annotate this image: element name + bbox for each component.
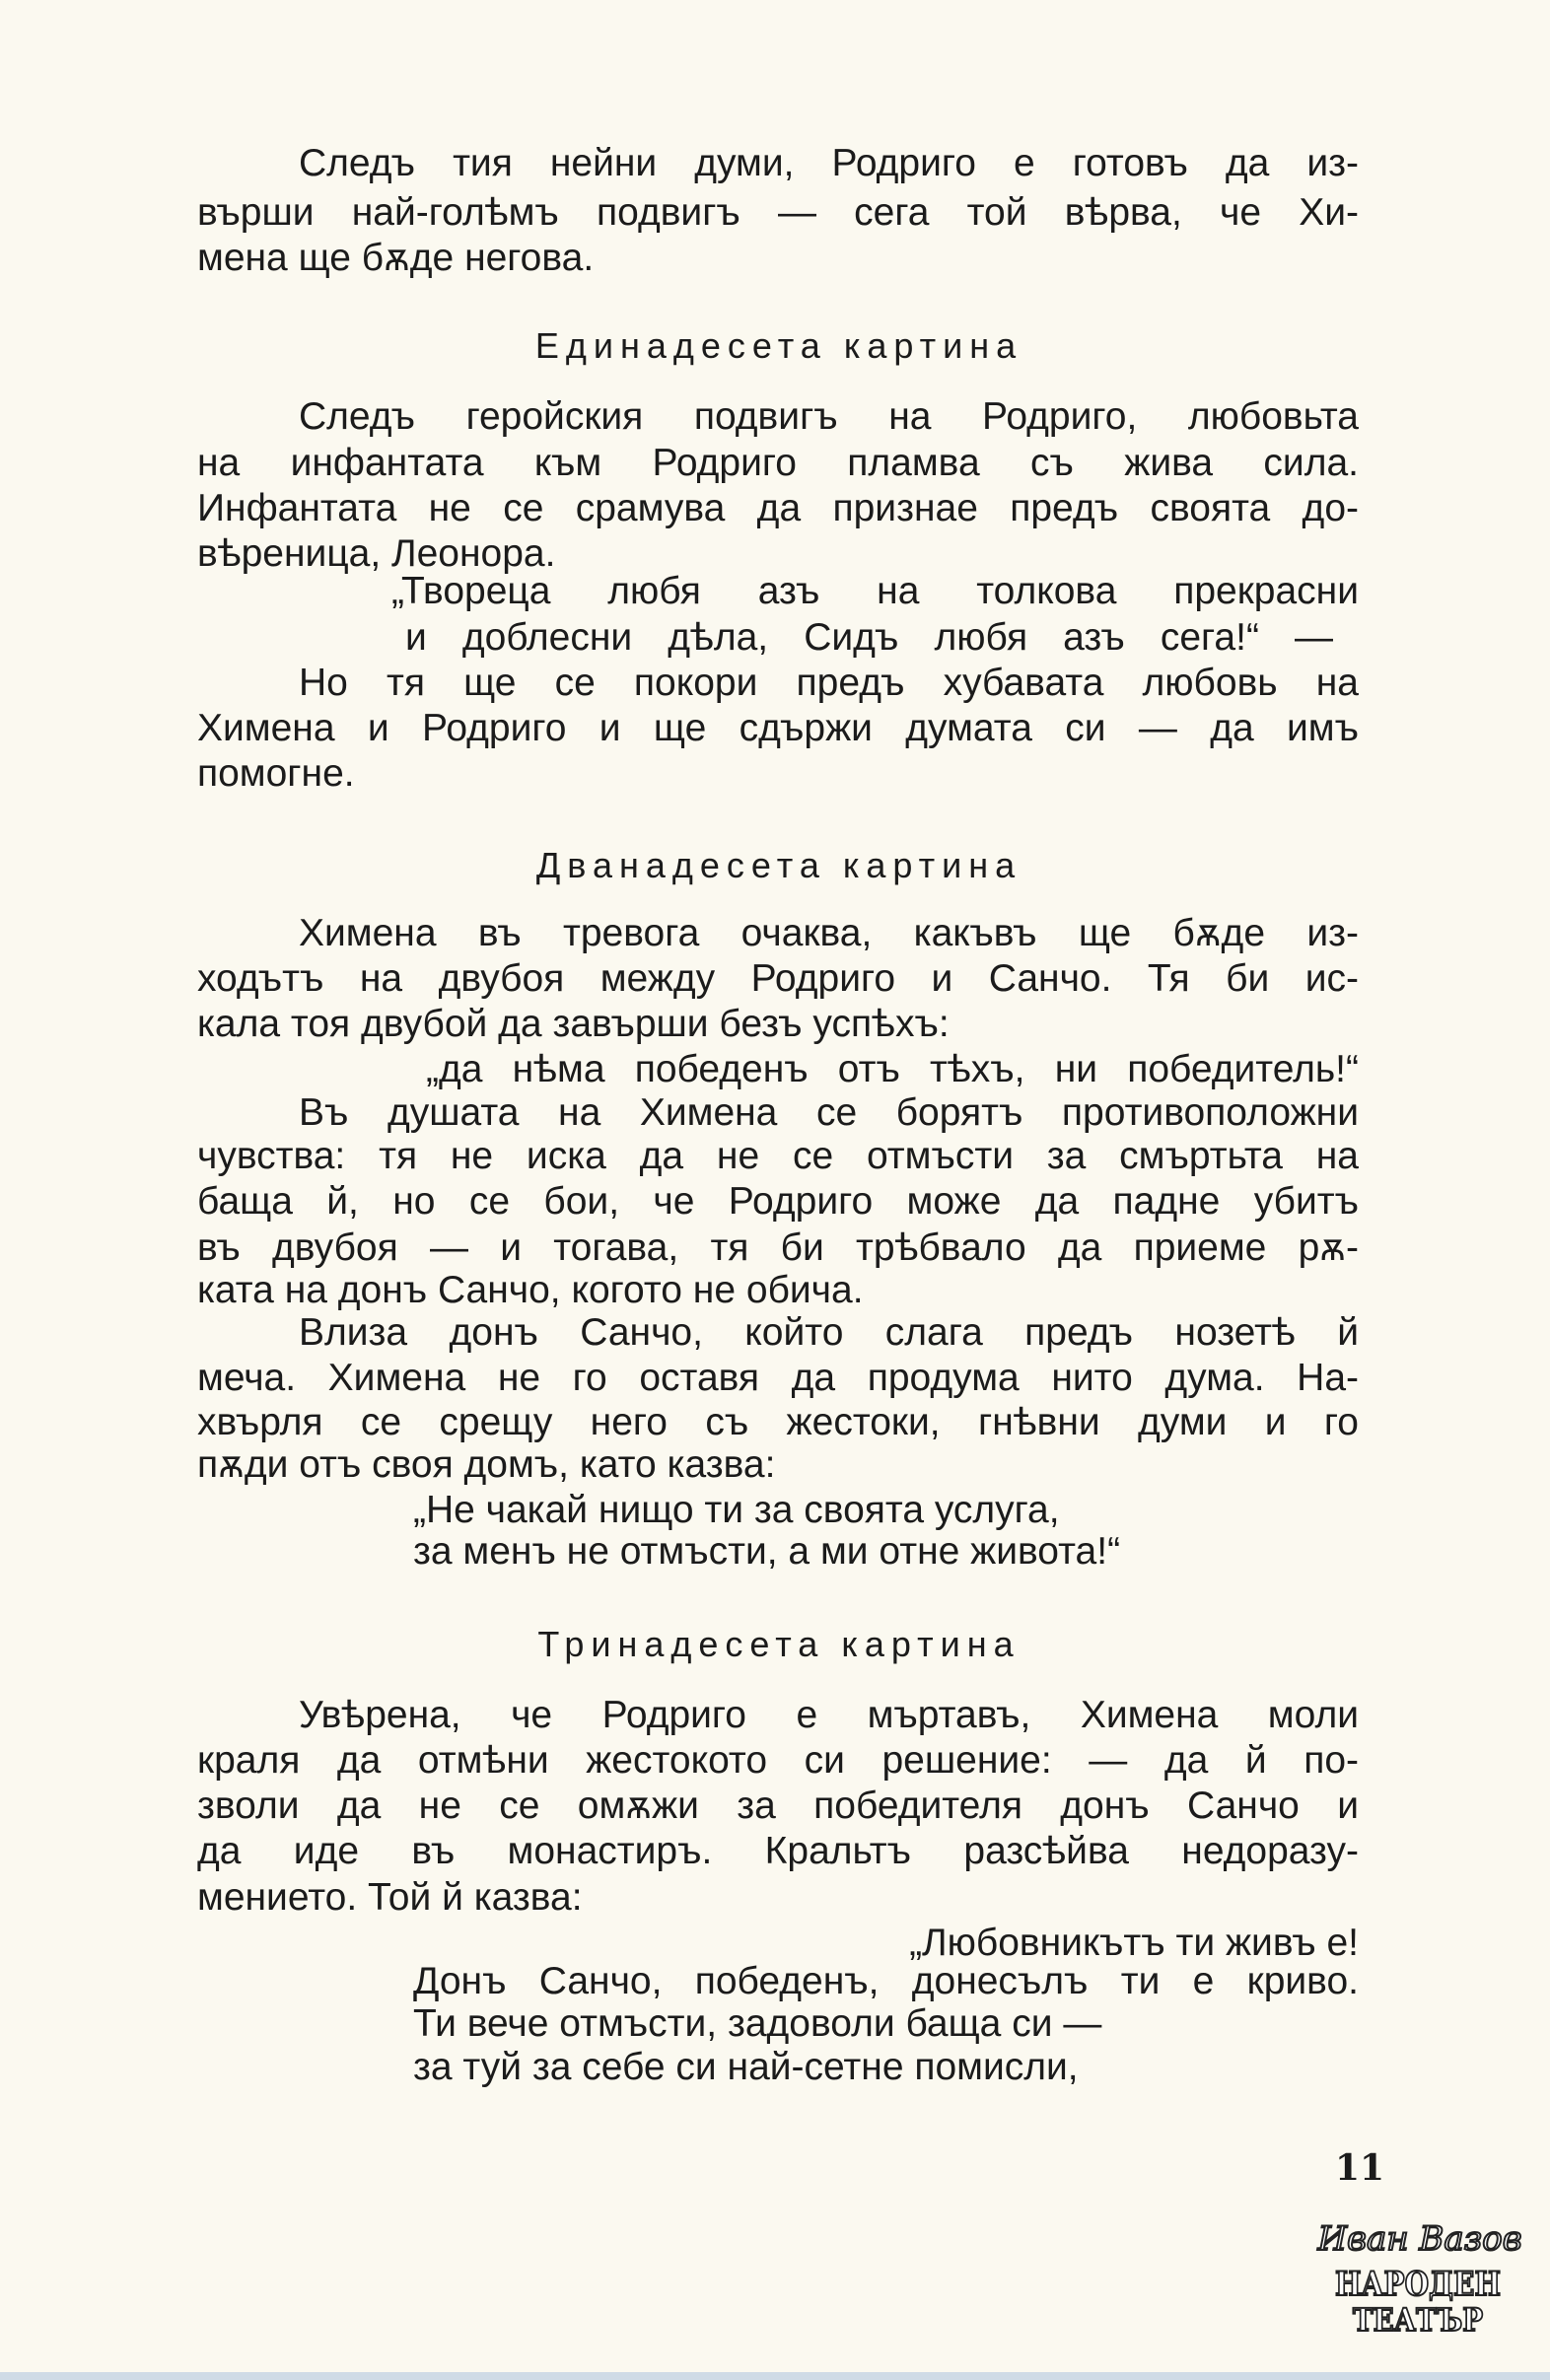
quote-line: „Не чакай нищо ти за своята услуга,: [413, 1489, 1060, 1531]
quote-line: „Твореца любя азъ на толкова прекрасни: [391, 570, 1359, 612]
text-line: чувства: тя не иска да не се отмъсти за смъртьта на: [197, 1135, 1359, 1177]
quote-line: Донъ Санчо, победенъ, донесълъ ти е криво.: [413, 1960, 1359, 2002]
quote-line: „Любовникътъ ти живъ е!: [909, 1922, 1359, 1964]
text-line: мението. Той й казва:: [197, 1876, 583, 1919]
quote-line: „да нѣма победенъ отъ тѣхъ, ни победитель!“: [426, 1048, 1359, 1090]
logo-line2: ТЕАТЪР: [1353, 2301, 1483, 2339]
text-line: на инфантата към Родриго пламва съ жива сила.: [197, 442, 1359, 484]
section-heading-13: Тринадесета картина: [537, 1624, 1021, 1664]
text-line: Следъ тия нейни думи, Родриго е готовъ да из-: [299, 142, 1359, 184]
text-line: Инфантата не се срамува да признае предъ своята до-: [197, 487, 1359, 529]
text-line: мена ще бѫде негова.: [197, 237, 595, 279]
text-line: кала тоя двубой да завърши безъ успѣхъ:: [197, 1003, 950, 1045]
quote-line: за туй за себе си най-сетне помисли,: [413, 2046, 1079, 2088]
section-heading-12: Дванадесета картина: [535, 845, 1022, 885]
text-line: върши най-голѣмъ подвигъ — сега той вѣрва, че Хи-: [197, 191, 1359, 234]
text-line: ката на донъ Санчо, когото не обича.: [197, 1269, 864, 1311]
text-line: Увѣрена, че Родриго е мъртавъ, Химена моли: [299, 1694, 1359, 1736]
text-line: зволи да не се омѫжи за победителя донъ Санчо и: [197, 1785, 1359, 1827]
text-line: помогне.: [197, 752, 355, 795]
logo-line1: НАРОДЕН: [1335, 2265, 1501, 2304]
national-theatre-logo: [1317, 2208, 1522, 2346]
text-line: меча. Химена не го оставя да продума нито дума. На-: [197, 1357, 1359, 1399]
text-line: хвърля се срещу него съ жестоки, гнѣвни думи и го: [197, 1401, 1359, 1443]
text-line: Въ душата на Химена се борятъ противоположни: [299, 1091, 1359, 1134]
logo-script: Иван Вазов: [1317, 2219, 1522, 2259]
text-line: Следъ геройския подвигъ на Родриго, любовьта: [299, 395, 1359, 438]
text-line: Химена въ тревога очаква, какъвъ ще бѫде из-: [299, 912, 1359, 954]
text-line: баща й, но се бои, че Родриго може да падне убитъ: [197, 1180, 1359, 1223]
text-line: въ двубоя — и тогава, тя би трѣбвало да приеме рѫ-: [197, 1226, 1359, 1269]
text-line: ходътъ на двубоя между Родриго и Санчо. Тя би ис-: [197, 957, 1359, 1000]
page-number: 11: [1335, 2147, 1385, 2189]
quote-line: Ти вече отмъсти, задоволи баща си —: [413, 2002, 1102, 2045]
text-line: Химена и Родриго и ще сдържи думата си — да имъ: [197, 707, 1359, 749]
text-line: вѣреница, Леонора.: [197, 532, 556, 575]
text-line: Влиза донъ Санчо, който слага предъ нозетѣ й: [299, 1311, 1359, 1354]
section-heading-11: Единадесета картина: [534, 325, 1023, 366]
text-line: краля да отмѣни жестокото си решение: — да й по-: [197, 1739, 1359, 1782]
text-line: пѫди отъ своя домъ, като казва:: [197, 1443, 776, 1486]
scan-edge: [0, 2372, 1550, 2380]
text-line: Но тя ще се покори предъ хубавата любовь на: [299, 662, 1359, 704]
quote-line: и доблесни дѣла, Сидъ любя азъ сега!“ —: [405, 616, 1333, 659]
text-line: да иде въ монастиръ. Кральтъ разсѣйва недоразу-: [197, 1830, 1359, 1872]
quote-line: за менъ не отмъсти, а ми отне живота!“: [413, 1530, 1121, 1573]
